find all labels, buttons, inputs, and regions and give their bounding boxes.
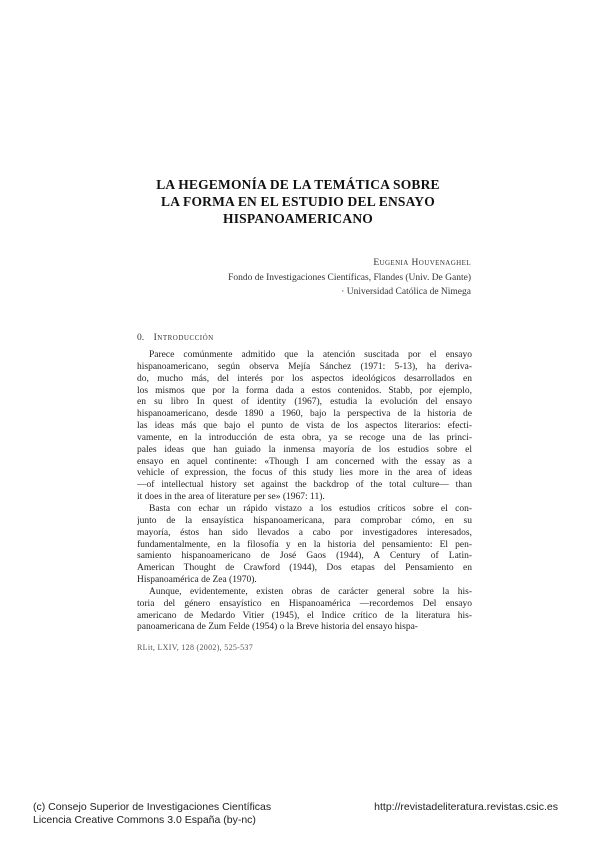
text-line: —of intellectual history set against the backdrop of the total culture— than	[137, 480, 472, 491]
section-heading	[137, 333, 214, 343]
license-notice	[33, 801, 271, 827]
author-block	[228, 256, 471, 300]
text-line: en su libro In quest of identity (1967), estudia la evolución del ensayo	[137, 397, 472, 408]
text-line: las ideas más que bajo el punto de vista de los aspectos literarios: efecti-	[137, 421, 472, 432]
text-line: los mismos que por la forma dada a estos contenidos. Stabb, por ejemplo,	[137, 385, 472, 396]
text-line: toria del género ensayístico en Hispanoamérica —recordemos Del ensayo	[137, 598, 472, 609]
license-line: Licencia Creative Commons 3.0 España (by-nc)	[33, 814, 256, 826]
text-line: Hispanoamérica de Zea (1970).	[137, 575, 257, 586]
text-line: do, mucho más, del interés por los aspectos ideológicos desarrollados en	[137, 373, 472, 384]
text-line: Aunque, evidentemente, existen obras de carácter general sobre la his-	[149, 586, 472, 597]
author-affiliation: · Universidad Católica de Nimega	[341, 287, 471, 297]
title-line: LA HEGEMONÍA DE LA TEMÁTICA SOBRE	[156, 177, 440, 192]
text-line: americano de Medardo Vitier (1945), el Índice crítico de la literatura his-	[137, 610, 472, 621]
text-line: Parece comúnmente admitido que la atención suscitada por el ensayo	[149, 350, 472, 360]
text-line: mayoría, éstos han sido llevados a cabo por investigadores interesados,	[137, 527, 472, 538]
text-line: ensayo en aquel continente: «Though I am concerned with the essay as a	[137, 456, 472, 467]
text-line: vamente, en la introducción de esta obra, ya se recoge una de las princi-	[137, 432, 472, 443]
copyright-line: (c) Consejo Superior de Investigaciones Científicas	[33, 801, 272, 813]
title-line: LA FORMA EN EL ESTUDIO DEL ENSAYO	[161, 194, 435, 209]
journal-reference: RLit, LXIV, 128 (2002), 525-537	[137, 643, 254, 652]
text-line: junto de la ensayística hispanoamericana, para comprobar cómo, en su	[137, 515, 472, 526]
article-title	[0, 176, 596, 227]
site-url-link[interactable]: http://revistadeliteratura.revistas.csic.es	[374, 801, 558, 813]
text-line: it does in the area of literature per se» (1967: 11).	[137, 492, 325, 503]
text-line: hispanoamericano, desde 1890 a 1960, bajo la perspectiva de la historia de	[137, 409, 472, 420]
text-line: panoamericana de Zum Felde (1954) o la Breve historia del ensayo hispa-	[137, 622, 418, 633]
author-affiliation: Fondo de Investigaciones Científicas, Flandes (Univ. De Gante)	[228, 272, 471, 283]
section-title: Introducción	[153, 333, 214, 343]
text-line: samiento hispanoamericano de José Gaos (1944), A Century of Latin-	[137, 551, 472, 562]
body-text	[137, 350, 472, 634]
section-number: 0.	[137, 333, 145, 343]
text-line: hispanoamericano, según observa Mejía Sánchez (1971: 5-13), ha deriva-	[137, 361, 472, 372]
text-line: pales ideas que han guiado la inmensa mayoría de los estudios sobre el	[137, 444, 472, 455]
title-line: HISPANOAMERICANO	[223, 211, 373, 226]
text-line: fundamentalmente, en la filosofía y en la historia del pensamiento: El pen-	[137, 539, 472, 550]
text-line: American Thought de Crawford (1944), Dos etapas del Pensamiento en	[137, 563, 472, 574]
text-line: vehicle of expression, the focus of this study lies more in the area of ideas	[137, 468, 472, 479]
text-line: Basta con echar un rápido vistazo a los estudios críticos sobre el con-	[149, 503, 472, 514]
author-name: Eugenia Houvenaghel	[373, 258, 471, 268]
